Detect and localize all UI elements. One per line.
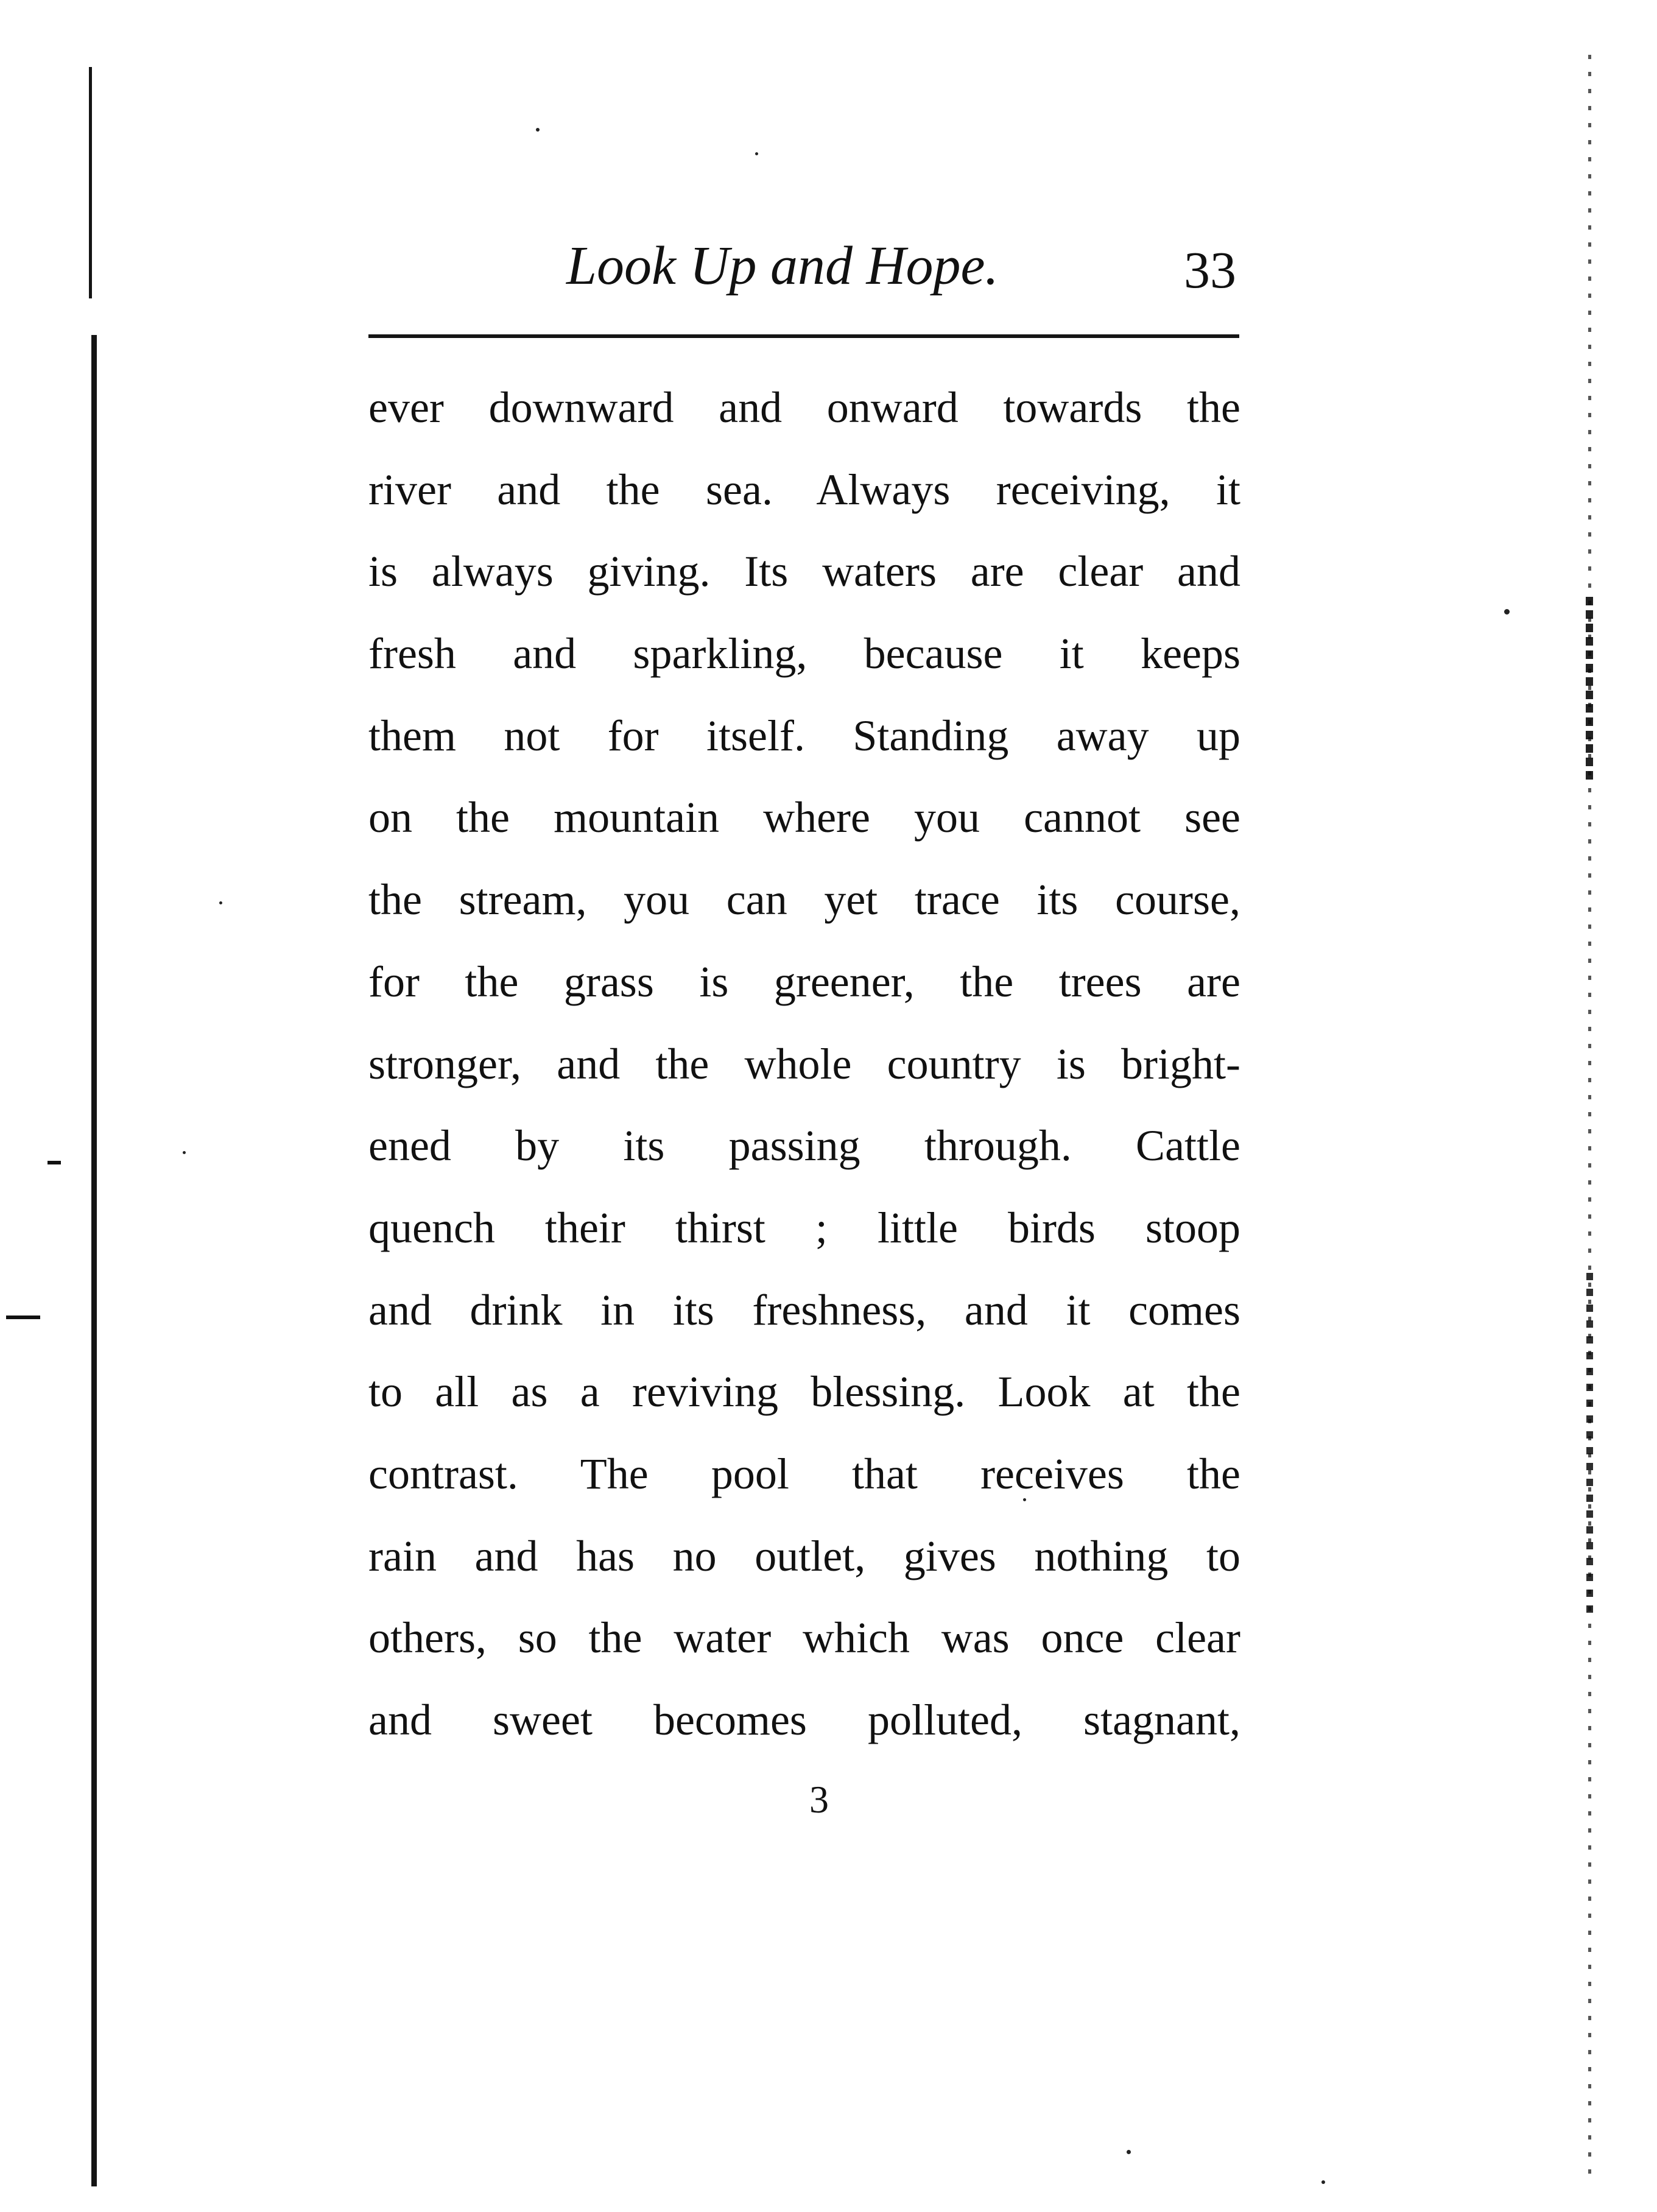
header-rule <box>368 334 1239 338</box>
scan-speck <box>1127 2150 1131 2154</box>
running-head <box>365 233 1236 300</box>
page-number: 33 <box>1184 241 1236 299</box>
scan-speck <box>1321 2180 1325 2184</box>
body-text <box>368 367 1240 1761</box>
scan-speck <box>1504 609 1510 615</box>
text-line: ened by its passing through. Cattle <box>368 1121 1240 1171</box>
signature-mark: 3 <box>809 1778 829 1821</box>
scan-edge-artifact <box>1577 597 1602 780</box>
text-line: for the grass is greener, the trees are <box>368 957 1240 1006</box>
scan-dash <box>6 1316 40 1319</box>
scan-speck <box>219 901 222 904</box>
text-line: others, so the water which was once clear <box>368 1613 1240 1663</box>
scan-speck <box>536 128 540 132</box>
text-line: to all as a reviving blessing. Look at the <box>368 1367 1240 1417</box>
text-line: ever downward and onward towards the <box>368 383 1240 432</box>
binding-edge-line <box>89 67 92 298</box>
text-line: river and the sea. Always receiving, it <box>368 465 1240 514</box>
text-line: rain and has no outlet, gives nothing to <box>368 1531 1240 1580</box>
text-line: the stream, you can yet trace its course, <box>368 875 1240 925</box>
text-line: stronger, and the whole country is bright- <box>368 1039 1240 1088</box>
running-head-title: Look Up and Hope. <box>566 236 999 296</box>
scan-dash <box>47 1161 61 1164</box>
text-line: is always giving. Its waters are clear and <box>368 547 1240 596</box>
scan-speck <box>755 152 758 155</box>
text-line: and drink in its freshness, and it comes <box>368 1285 1240 1334</box>
scan-speck <box>183 1151 186 1154</box>
text-line: and sweet becomes polluted, stagnant, <box>368 1696 1240 1744</box>
text-line: them not for itself. Standing away up <box>368 711 1240 760</box>
text-line: on the mountain where you cannot see <box>368 793 1240 842</box>
scan-edge-artifact <box>1577 1273 1602 1614</box>
binding-edge-line <box>91 335 97 2186</box>
text-line: quench their thirst ; little birds stoop <box>368 1203 1240 1252</box>
text-line: fresh and sparkling, because it keeps <box>368 629 1240 678</box>
text-line: contrast. The pool that receives the <box>368 1449 1240 1498</box>
scan-edge-artifact <box>1577 55 1602 2174</box>
